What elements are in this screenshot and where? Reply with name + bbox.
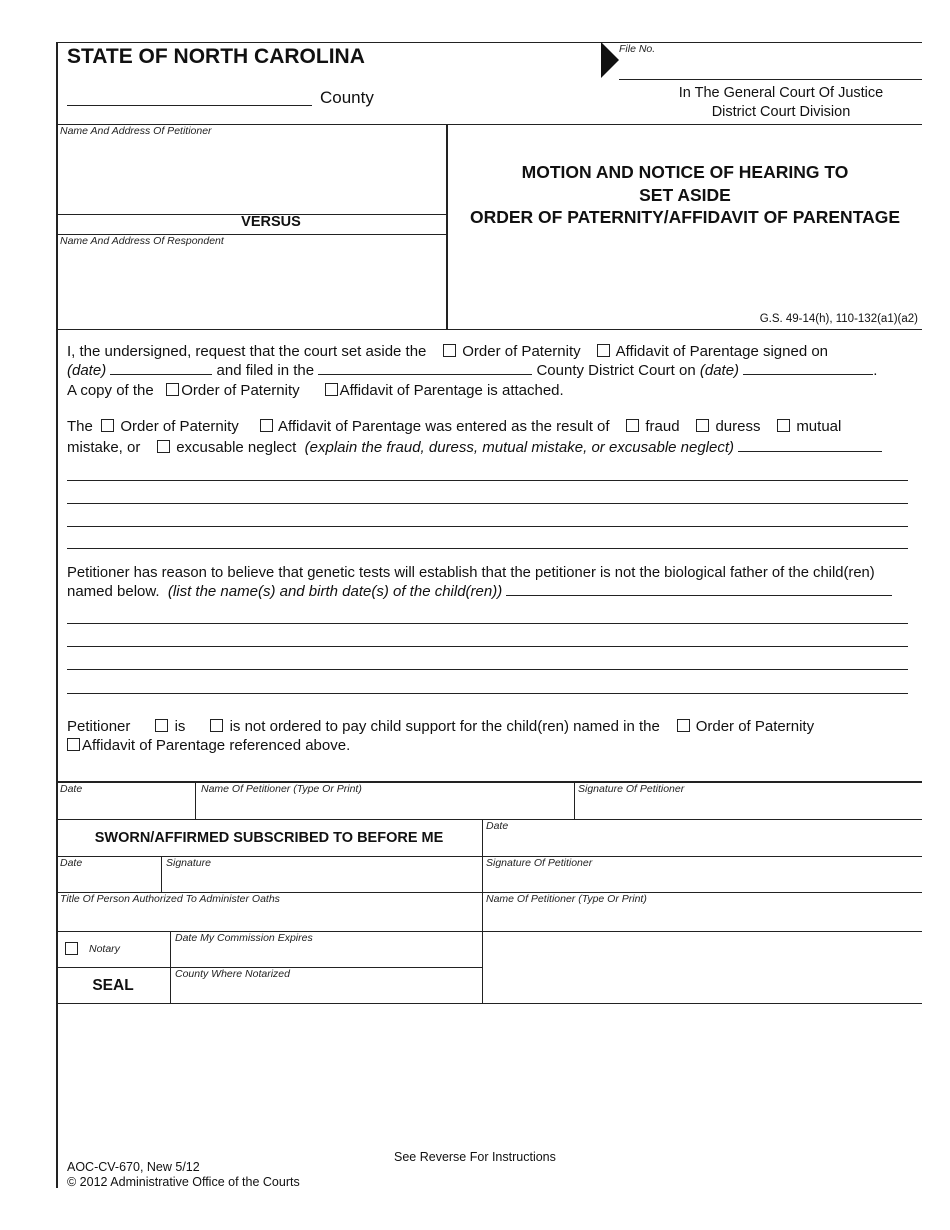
county-court-text: County District Court on bbox=[536, 362, 696, 379]
support-affidavit-label: Affidavit of Parentage referenced above. bbox=[82, 737, 351, 754]
explain-hint: (explain the fraud, duress, mutual mistake, or excusable neglect) bbox=[304, 439, 735, 456]
sig-col-1 bbox=[195, 782, 196, 819]
period: . bbox=[873, 362, 878, 379]
notary-signature-label: Signature bbox=[166, 857, 211, 869]
is-not-ordered-label: is not ordered to pay child support for the child(ren) named in the bbox=[229, 718, 660, 735]
support-petitioner-text: Petitioner bbox=[67, 718, 131, 735]
notary-label: Notary bbox=[89, 943, 120, 955]
set-aside-affidavit-label: Affidavit of Parentage signed on bbox=[615, 343, 829, 360]
sig-col-2 bbox=[574, 782, 575, 819]
support-order-checkbox[interactable] bbox=[677, 719, 690, 732]
duress-checkbox[interactable] bbox=[696, 419, 709, 432]
named-below-text: named below. bbox=[67, 583, 160, 600]
mistake-or-label: mistake, or bbox=[67, 439, 141, 456]
mutual-label: mutual bbox=[796, 418, 842, 435]
sig-row-top bbox=[56, 781, 922, 783]
date-hint-2: (date) bbox=[699, 362, 740, 379]
excusable-neglect-label: excusable neglect bbox=[176, 439, 297, 456]
support-order-label: Order of Paternity bbox=[695, 718, 815, 735]
form-number: AOC-CV-670, New 5/12 bbox=[67, 1160, 200, 1174]
title-person-label: Title Of Person Authorized To Administer Oaths bbox=[60, 893, 280, 905]
explain-blank[interactable] bbox=[738, 451, 882, 452]
request-line-2 bbox=[67, 362, 877, 379]
county-label: County bbox=[320, 88, 374, 107]
county-blank[interactable] bbox=[67, 105, 312, 106]
duress-label: duress bbox=[715, 418, 761, 435]
is-ordered-label: is bbox=[174, 718, 186, 735]
filed-county-blank[interactable] bbox=[318, 374, 532, 375]
children-blank[interactable] bbox=[506, 595, 892, 596]
mutual-checkbox[interactable] bbox=[777, 419, 790, 432]
children-line-3[interactable] bbox=[67, 669, 908, 670]
copy-affidavit-checkbox[interactable] bbox=[325, 383, 338, 396]
notary-col-1 bbox=[161, 856, 162, 892]
support-affidavit-checkbox[interactable] bbox=[67, 738, 80, 751]
statute-ref: G.S. 49-14(h), 110-132(a1)(a2) bbox=[759, 313, 918, 325]
support-line-1 bbox=[67, 718, 814, 735]
children-line-2[interactable] bbox=[67, 646, 908, 647]
copyright: © 2012 Administrative Office of the Courts bbox=[67, 1175, 300, 1189]
title-line-3: ORDER OF PATERNITY/AFFIDAVIT OF PARENTAGE bbox=[469, 207, 901, 227]
filed-in-text: and filed in the bbox=[216, 362, 315, 379]
date-hint: (date) bbox=[67, 362, 107, 379]
is-not-ordered-checkbox[interactable] bbox=[210, 719, 223, 732]
respondent-label: Name And Address Of Respondent bbox=[60, 235, 224, 247]
notary-checkbox[interactable] bbox=[65, 942, 78, 955]
explain-line-2[interactable] bbox=[67, 503, 908, 504]
title-line-2: SET ASIDE bbox=[639, 185, 731, 205]
set-aside-order-checkbox[interactable] bbox=[443, 344, 456, 357]
file-no-label: File No. bbox=[619, 43, 656, 55]
form-top-border bbox=[56, 42, 922, 43]
grounds-the: The bbox=[67, 418, 93, 435]
notary-divider bbox=[482, 819, 483, 1003]
explain-line-4[interactable] bbox=[67, 548, 908, 549]
file-no-underline[interactable] bbox=[619, 79, 922, 80]
petitioner-label: Name And Address Of Petitioner bbox=[60, 125, 212, 137]
request-line-1 bbox=[67, 343, 828, 360]
copy-order-checkbox[interactable] bbox=[166, 383, 179, 396]
explain-line-1[interactable] bbox=[67, 480, 908, 481]
sig-date-label: Date bbox=[60, 783, 83, 795]
fraud-checkbox[interactable] bbox=[626, 419, 639, 432]
fraud-label: fraud bbox=[645, 418, 680, 435]
copy-of-text: A copy of the bbox=[67, 382, 154, 399]
set-aside-affidavit-checkbox[interactable] bbox=[597, 344, 610, 357]
signed-date-blank[interactable] bbox=[110, 374, 212, 375]
copy-affidavit-label: Affidavit of Parentage is attached. bbox=[339, 382, 564, 399]
sig-signature-label: Signature Of Petitioner bbox=[578, 783, 685, 795]
versus-label: VERSUS bbox=[241, 214, 301, 230]
court-line-2: District Court Division bbox=[711, 104, 851, 120]
genetic-line-1: Petitioner has reason to believe that genetic tests will establish that the petitioner is not the biological father of the child(ren) bbox=[67, 565, 875, 581]
sworn-date-label: Date bbox=[486, 820, 509, 832]
excusable-neglect-checkbox[interactable] bbox=[157, 440, 170, 453]
court-line-1: In The General Court Of Justice bbox=[678, 85, 884, 101]
notary-date-label: Date bbox=[60, 857, 83, 869]
court-date-blank[interactable] bbox=[743, 374, 873, 375]
title-line-1: MOTION AND NOTICE OF HEARING TO bbox=[521, 162, 849, 182]
children-line-4[interactable] bbox=[67, 693, 908, 694]
caption-divider bbox=[56, 329, 922, 330]
state-heading: STATE OF NORTH CAROLINA bbox=[67, 45, 365, 68]
request-intro: I, the undersigned, request that the court set aside the bbox=[67, 343, 427, 360]
support-line-2 bbox=[67, 737, 350, 754]
copy-order-label: Order of Paternity bbox=[181, 382, 300, 399]
is-ordered-checkbox[interactable] bbox=[155, 719, 168, 732]
seal-label: SEAL bbox=[92, 977, 134, 994]
grounds-affidavit-checkbox[interactable] bbox=[260, 419, 273, 432]
grounds-order-checkbox[interactable] bbox=[101, 419, 114, 432]
name-petitioner-label-2: Name Of Petitioner (Type Or Print) bbox=[486, 893, 647, 905]
sig-row-bottom bbox=[56, 1003, 922, 1004]
list-children-hint: (list the name(s) and birth date(s) of the child(ren)) bbox=[167, 583, 503, 600]
sworn-heading: SWORN/AFFIRMED SUBSCRIBED TO BEFORE ME bbox=[94, 830, 444, 846]
file-no-arrow-icon bbox=[601, 42, 619, 78]
children-line-1[interactable] bbox=[67, 623, 908, 624]
commission-label: Date My Commission Expires bbox=[175, 932, 313, 944]
county-notarized-label: County Where Notarized bbox=[175, 968, 290, 980]
set-aside-order-label: Order of Paternity bbox=[462, 343, 581, 360]
grounds-affidavit-label: Affidavit of Parentage was entered as the result of bbox=[277, 418, 610, 435]
sig-name-label: Name Of Petitioner (Type Or Print) bbox=[201, 783, 362, 795]
grounds-line-1 bbox=[67, 418, 841, 435]
sig-petitioner-label-2: Signature Of Petitioner bbox=[486, 857, 593, 869]
grounds-line-2 bbox=[67, 439, 882, 456]
see-reverse: See Reverse For Instructions bbox=[394, 1150, 556, 1164]
grounds-order-label: Order of Paternity bbox=[120, 418, 239, 435]
request-line-3 bbox=[67, 382, 564, 399]
explain-line-3[interactable] bbox=[67, 526, 908, 527]
genetic-line-2 bbox=[67, 583, 892, 600]
